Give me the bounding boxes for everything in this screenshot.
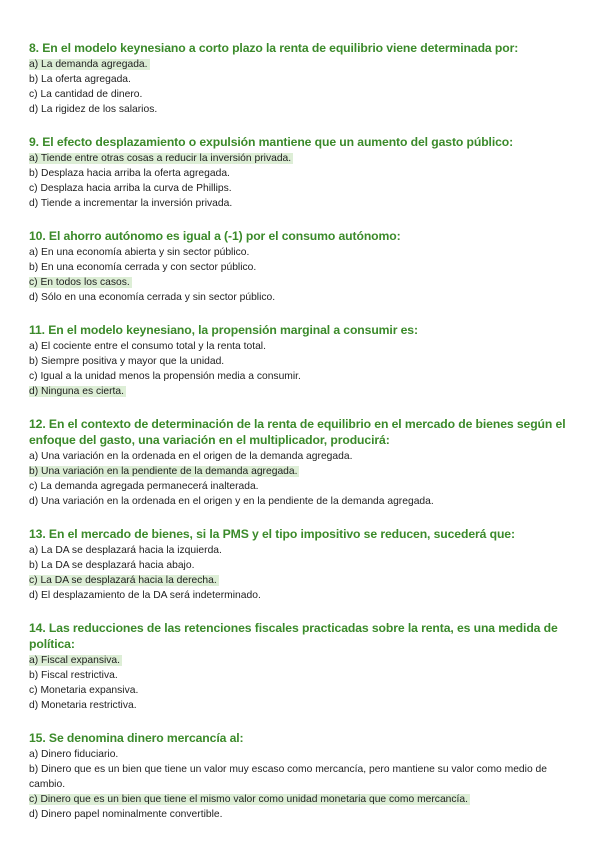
question-10: [29, 228, 574, 305]
option-text: c) Monetaria expansiva.: [29, 685, 139, 696]
option-text: a) El cociente entre el consumo total y la renta total.: [29, 341, 266, 352]
option-c: [29, 275, 574, 290]
question-title: 12. En el contexto de determinación de la renta de equilibrio en el mercado de bienes según el enfoque del gasto, una variación en el multiplicador, producirá:: [29, 417, 566, 447]
quiz-page: [29, 40, 574, 839]
question-title: 11. En el modelo keynesiano, la propensión marginal a consumir es:: [29, 323, 418, 337]
question-15: [29, 730, 574, 822]
question-12: [29, 416, 574, 509]
option-a: [29, 653, 574, 668]
option-text: c) En todos los casos.: [29, 277, 130, 288]
option-d: [29, 102, 574, 117]
option-d: [29, 494, 574, 509]
option-a: [29, 151, 574, 166]
option-a: [29, 339, 574, 354]
option-text: a) Una variación en la ordenada en el origen de la demanda agregada.: [29, 451, 353, 462]
option-text: b) Dinero que es un bien que tiene un valor muy escaso como mercancía, pero mantiene su valor como medio de cambio.: [29, 764, 547, 790]
question-title: 15. Se denomina dinero mercancía al:: [29, 731, 244, 745]
option-text: b) La DA se desplazará hacia abajo.: [29, 560, 195, 571]
question-14: [29, 620, 574, 713]
question-11: [29, 322, 574, 399]
option-text: b) La oferta agregada.: [29, 74, 131, 85]
option-a: [29, 449, 574, 464]
question-title: 13. En el mercado de bienes, si la PMS y el tipo impositivo se reducen, sucederá que:: [29, 527, 515, 541]
option-c: [29, 87, 574, 102]
option-c: [29, 573, 574, 588]
question-8: [29, 40, 574, 117]
option-text: b) Desplaza hacia arriba la oferta agregada.: [29, 168, 230, 179]
question-title: 10. El ahorro autónomo es igual a (-1) por el consumo autónomo:: [29, 229, 401, 243]
option-text: c) La DA se desplazará hacia la derecha.: [29, 575, 217, 586]
question-9: [29, 134, 574, 211]
option-d: [29, 807, 574, 822]
option-text: b) Fiscal restrictiva.: [29, 670, 118, 681]
option-text: d) Una variación en la ordenada en el origen y en la pendiente de la demanda agregada.: [29, 496, 434, 507]
option-text: c) La demanda agregada permanecerá inalterada.: [29, 481, 259, 492]
option-text: d) Monetaria restrictiva.: [29, 700, 137, 711]
option-b: [29, 464, 574, 479]
option-a: [29, 245, 574, 260]
option-b: [29, 668, 574, 683]
option-c: [29, 369, 574, 384]
option-c: [29, 683, 574, 698]
option-d: [29, 196, 574, 211]
option-text: d) El desplazamiento de la DA será indeterminado.: [29, 590, 261, 601]
option-b: [29, 166, 574, 181]
option-text: a) En una economía abierta y sin sector público.: [29, 247, 250, 258]
option-text: c) Dinero que es un bien que tiene el mismo valor como unidad monetaria que como mercancía.: [29, 794, 468, 805]
option-text: d) Dinero papel nominalmente convertible.: [29, 809, 223, 820]
option-text: c) Desplaza hacia arriba la curva de Phillips.: [29, 183, 232, 194]
option-c: [29, 479, 574, 494]
option-b: [29, 72, 574, 87]
option-a: [29, 747, 574, 762]
option-d: [29, 384, 574, 399]
question-title: 14. Las reducciones de las retenciones fiscales practicadas sobre la renta, es una medida de política:: [29, 621, 558, 651]
option-text: c) Igual a la unidad menos la propensión media a consumir.: [29, 371, 301, 382]
option-text: c) La cantidad de dinero.: [29, 89, 143, 100]
option-text: a) La DA se desplazará hacia la izquierda.: [29, 545, 222, 556]
option-text: d) Sólo en una economía cerrada y sin sector público.: [29, 292, 276, 303]
option-text: d) Tiende a incrementar la inversión privada.: [29, 198, 233, 209]
option-b: [29, 354, 574, 369]
option-b: [29, 260, 574, 275]
option-d: [29, 698, 574, 713]
question-title: 9. El efecto desplazamiento o expulsión mantiene que un aumento del gasto público:: [29, 135, 514, 149]
option-a: [29, 57, 574, 72]
option-text: b) Una variación en la pendiente de la demanda agregada.: [29, 466, 298, 477]
option-d: [29, 290, 574, 305]
option-text: b) En una economía cerrada y con sector público.: [29, 262, 257, 273]
option-text: a) Dinero fiduciario.: [29, 749, 119, 760]
option-c: [29, 181, 574, 196]
option-text: a) La demanda agregada.: [29, 59, 148, 70]
option-b: [29, 762, 574, 792]
option-text: b) Siempre positiva y mayor que la unidad.: [29, 356, 225, 367]
option-d: [29, 588, 574, 603]
option-a: [29, 543, 574, 558]
option-text: d) La rigidez de los salarios.: [29, 104, 158, 115]
option-text: a) Fiscal expansiva.: [29, 655, 120, 666]
option-text: a) Tiende entre otras cosas a reducir la inversión privada.: [29, 153, 292, 164]
question-title: 8. En el modelo keynesiano a corto plazo la renta de equilibrio viene determinada por:: [29, 41, 519, 55]
option-b: [29, 558, 574, 573]
option-text: d) Ninguna es cierta.: [29, 386, 125, 397]
question-13: [29, 526, 574, 603]
option-c: [29, 792, 574, 807]
